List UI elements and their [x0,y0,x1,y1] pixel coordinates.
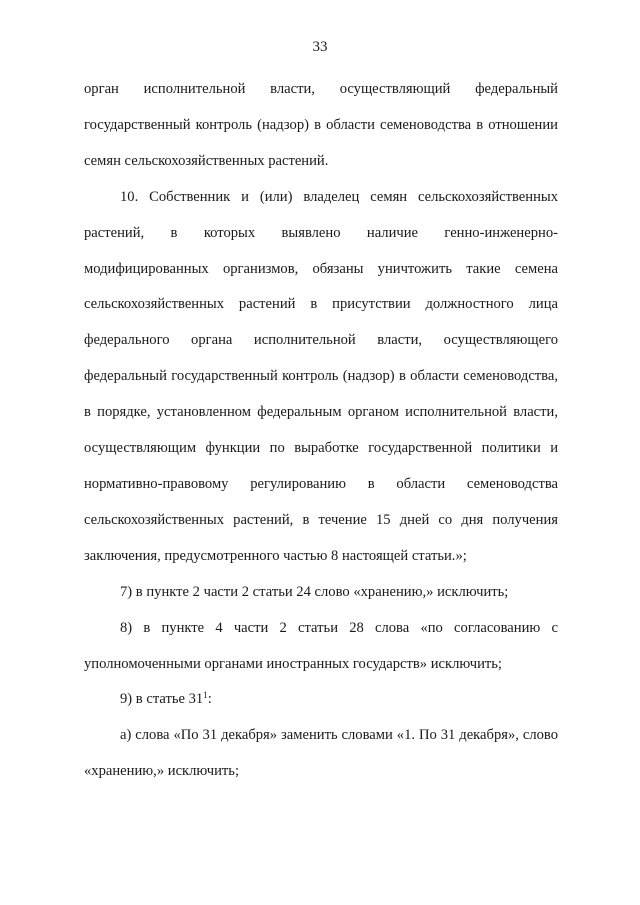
paragraph-continuation: орган исполнительной власти, осуществляющий федеральный государственный контроль (надзор) в области семеноводства в отношении семян сельскохозяйственных растений. [84,81,558,169]
paragraph-item-7: 7) в пункте 2 части 2 статьи 24 слово «хранению,» исключить; [120,583,509,600]
document-body [84,72,558,790]
paragraph-item-8: 8) в пункте 4 части 2 статьи 28 слова «по согласованию с уполномоченными органами иностранных государств» исключить; [84,619,558,672]
article-superscript: 1 [203,690,208,701]
paragraph-subitem-a: а) слова «По 31 декабря» заменить словами «1. По 31 декабря», слово «хранению,» исключить; [84,727,558,780]
paragraph-item-9-text: 9) в статье 31 [120,691,204,708]
paragraph-item-10: 10. Собственник и (или) владелец семян сельскохозяйственных растений, в которых выявлено наличие генно-инженерно-модифицированных организмов, обязаны уничтожить такие семена сельскохозяйственных растений в присутствии должностного лица федерального органа исполнительной власти, осуществляющего федеральный государственный контроль (надзор) в области семеноводства, в порядке, установленном федеральным органом исполнительной власти, осуществляющим функции по выработке государственной политики и нормативно-правовому регулированию в области семеноводства сельскохозяйственных растений, в течение 15 дней со дня получения заключения, предусмотренного частью 8 настоящей статьи.»; [84,188,558,564]
page-number: 33 [312,39,328,55]
paragraph-item-9-colon: : [207,691,212,708]
paragraph-item-9 [84,682,558,718]
